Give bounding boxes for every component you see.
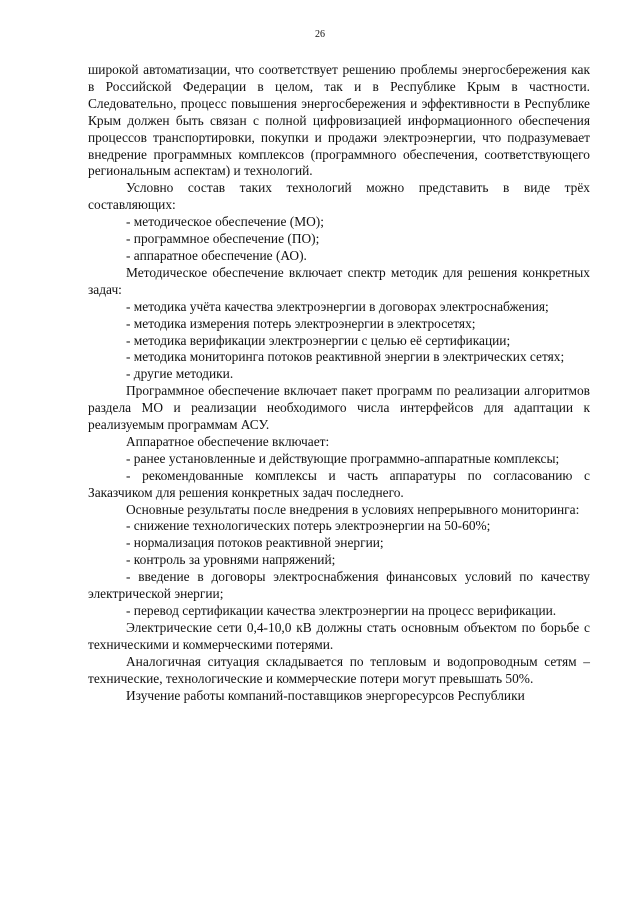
paragraph: широкой автоматизации, что соответствует решению проблемы энергосбережения как в Российской Федерации в целом, так и в Республике Крым в частности. Следовательно, процесс повышения энергосбережения и эффективности в Республике Крым должен быть связан с полной цифровизацией информационного обеспечения процессов транспортировки, покупки и продажи электроэнергии, что подразумевает внедрение программных комплексов (программного обеспечения, соответствующего региональным аспектам) и технологий.: [88, 62, 590, 179]
paragraph: Аппаратное обеспечение включает:: [126, 433, 330, 449]
list-item: - ранее установленные и действующие программно-аппаратные комплексы;: [126, 450, 560, 466]
list-item: - снижение технологических потерь электроэнергии на 50-60%;: [126, 518, 491, 534]
list-item: - введение в договоры электроснабжения финансовых условий по качеству электрической энергии;: [88, 569, 590, 602]
page-number: 26: [315, 29, 325, 40]
list-item: - перевод сертификации качества электроэнергии на процесс верификации.: [126, 603, 557, 618]
paragraph: Условно состав таких технологий можно представить в виде трёх составляющих:: [88, 180, 590, 213]
list-item: - аппаратное обеспечение (АО).: [126, 247, 307, 263]
paragraph: Электрические сети 0,4-10,0 кВ должны стать основным объектом по борьбе с техническими и коммерческими потерями.: [88, 619, 590, 652]
paragraph: Программное обеспечение включает пакет программ по реализации алгоритмов раздела МО и реализации необходимого числа интерфейсов для адаптации к реализуемым программам АСУ.: [88, 383, 590, 433]
document-body: [88, 62, 590, 704]
list-item: - контроль за уровнями напряжений;: [126, 552, 336, 568]
list-item: - методическое обеспечение (МО);: [126, 214, 324, 230]
list-item: - методика учёта качества электроэнергии в договорах электроснабжения;: [126, 298, 549, 314]
paragraph: Изучение работы компаний-поставщиков энергоресурсов Республики: [126, 687, 525, 703]
list-item: - методика верификации электроэнергии с целью её сертификации;: [126, 332, 511, 348]
paragraph: Аналогичная ситуация складывается по тепловым и водопроводным сетям – технические, технологические и коммерческие потери могут превышать 50%.: [88, 653, 590, 686]
list-item: - методика мониторинга потоков реактивной энергии в электрических сетях;: [126, 349, 565, 365]
list-item: - программное обеспечение (ПО);: [126, 231, 320, 247]
list-item: - рекомендованные комплексы и часть аппаратуры по согласованию с Заказчиком для решения конкретных задач последнего.: [88, 467, 590, 500]
list-item: - другие методики.: [126, 366, 234, 382]
list-item: - нормализация потоков реактивной энергии;: [126, 535, 384, 551]
paragraph: Методическое обеспечение включает спектр методик для решения конкретных задач:: [88, 264, 590, 297]
list-item: - методика измерения потерь электроэнергии в электросетях;: [126, 315, 476, 331]
paragraph: Основные результаты после внедрения в условиях непрерывного мониторинга:: [126, 501, 580, 517]
